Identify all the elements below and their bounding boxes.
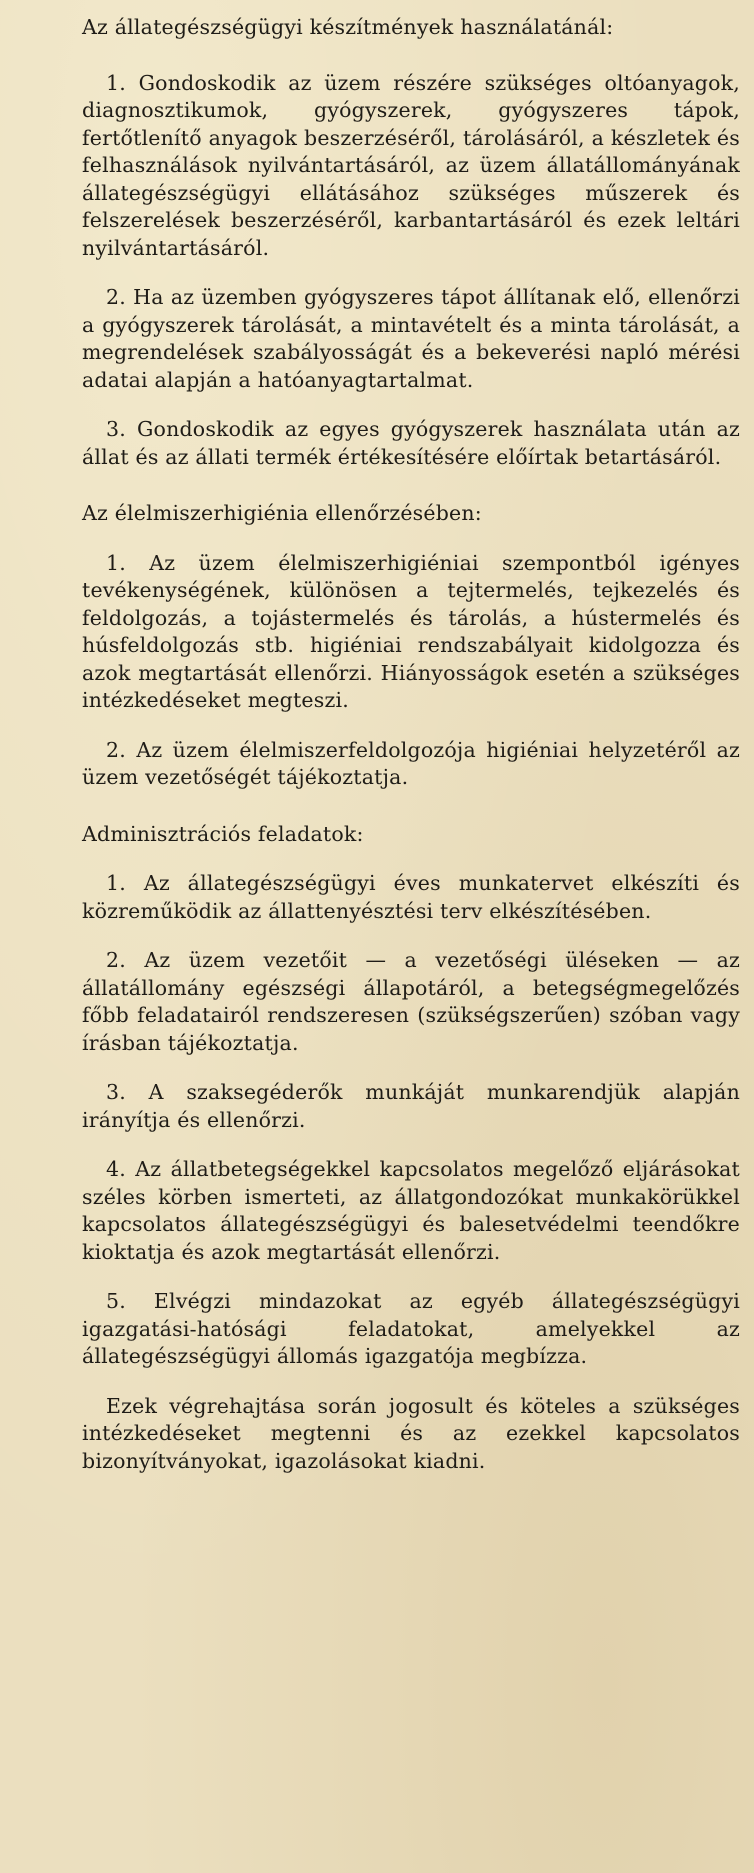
paragraph: 1. Az állategészségügyi éves munkatervet elkészíti és közreműködik az állattenyésztési terv elkészítésében. xyxy=(82,871,740,923)
paragraph: 1. Az üzem élelmiszerhigiéniai szempontból igényes tevékenységének, különösen a tejtermelés, tejkezelés és feldolgozás, a tojástermelés és tárolás, a hústermelés és húsfeldolgozás stb. higiéniai rendszabályait kidolgozza és azok megtartását ellenőrzi. Hiányosságok esetén a szükséges intézkedéseket megteszi. xyxy=(82,550,740,712)
paragraph: 3. A szaksegéderők munkáját munkarendjük alapján irányítja és ellenőrzi. xyxy=(82,1080,740,1132)
paragraph: 4. Az állatbetegségekkel kapcsolatos megelőző eljárásokat széles körben ismerteti, az állatgondozókat munkakörükkel kapcsolatos állategészségügyi és balesetvédelmi teendőkre kioktatja és azok megtartását ellenőrzi. xyxy=(82,1157,740,1264)
section-heading: Az élelmiszerhigiénia ellenőrzésében: xyxy=(82,501,482,525)
section-heading: Az állategészségügyi készítmények használatánál: xyxy=(82,15,614,39)
paragraph: 3. Gondoskodik az egyes gyógyszerek használata után az állat és az állati termék értékesítésére előírtak betartásáról. xyxy=(82,417,740,469)
paragraph: 2. Az üzem élelmiszerfeldolgozója higiéniai helyzetéről az üzem vezetőségét tájékoztatja. xyxy=(82,737,740,789)
section-heading: Adminisztrációs feladatok: xyxy=(82,821,364,846)
paragraph: 5. Elvégzi mindazokat az egyéb állategészségügyi igazgatási-hatósági feladatokat, amelyekkel az állategészségügyi állomás igazgatója megbízza. xyxy=(82,1289,740,1368)
paragraph: 2. Ha az üzemben gyógyszeres tápot állítanak elő, ellenőrzi a gyógyszerek tárolását, a mintavételt és a minta tárolását, a megrendelések szabályosságát és a bekeverési napló mérési adatai alapján a hatóanyagtartalmat. xyxy=(82,285,740,392)
paragraph: 1. Gondoskodik az üzem részére szükséges oltóanyagok, diagnosztikumok, gyógyszerek, gyógyszeres tápok, fertőtlenítő anyagok beszerzéséről, tárolásáról, a készletek és felhasználások nyilvántartásáról, az üzem állatállományának állategészségügyi ellátásához szükséges műszerek és felszerelések beszerzéséről, karbantartásáról és ezek leltári nyilvántartásáról. xyxy=(82,70,740,260)
paragraph: 2. Az üzem vezetőit — a vezetőségi üléseken — az állatállomány egészségi állapotáról, a betegségmegelőzés főbb feladatairól rendszeresen (szükségszerűen) szóban vagy írásban tájékoztatja. xyxy=(82,948,740,1055)
paragraph: Ezek végrehajtása során jogosult és köteles a szükséges intézkedéseket megtenni és az ezekkel kapcsolatos bizonyítványokat, igazolásokat kiadni. xyxy=(82,1393,740,1473)
